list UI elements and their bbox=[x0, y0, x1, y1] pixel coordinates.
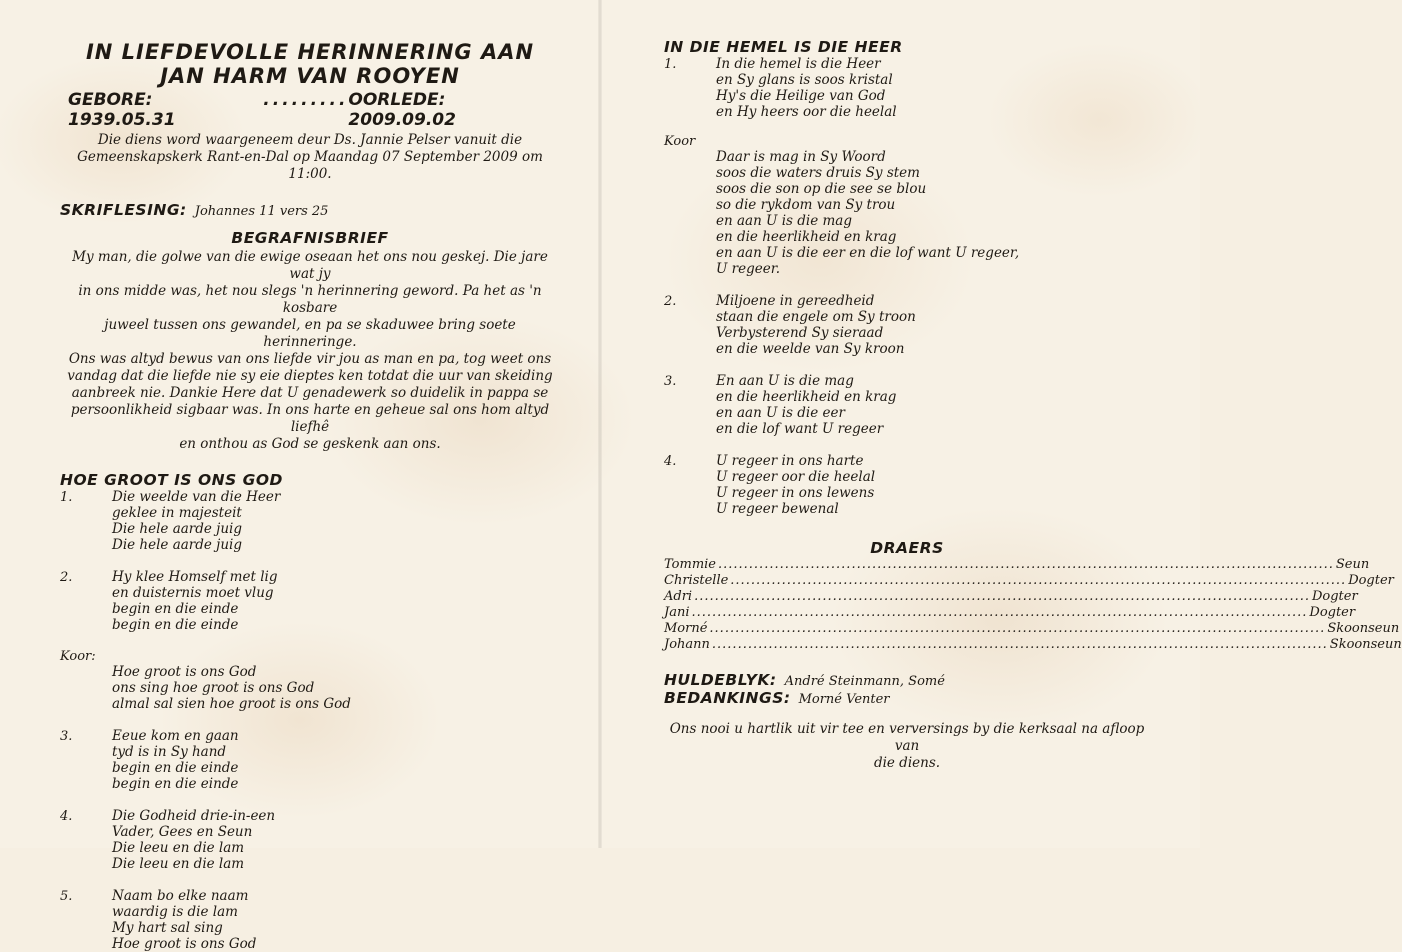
invite-line: die diens. bbox=[873, 755, 941, 771]
verse-line: Eeue kom en gaan bbox=[112, 728, 239, 744]
hymn-2-title: IN DIE HEMEL IS DIE HEER bbox=[664, 38, 903, 56]
verse-line: begin en die einde bbox=[112, 601, 239, 617]
verse-line: Die leeu en die lam bbox=[112, 856, 245, 872]
verse-line: En aan U is die mag bbox=[716, 373, 854, 389]
verse-line: en duisternis moet vlug bbox=[112, 585, 274, 601]
leader-dots: ........................................................................................................................ bbox=[694, 589, 1310, 604]
verse-number: 2. bbox=[664, 294, 677, 309]
thanks-label: BEDANKINGS: bbox=[664, 689, 791, 707]
verse-number: 1. bbox=[664, 57, 677, 72]
verse-number: 3. bbox=[664, 374, 677, 389]
scripture-label: SKRIFLESING: bbox=[60, 201, 187, 219]
verse-line: Miljoene in gereedheid bbox=[716, 293, 875, 309]
tribute-value: André Steinmann, Somé bbox=[784, 674, 945, 689]
verse-line: Hoe groot is ons God bbox=[112, 936, 257, 952]
verse-line: staan die engele om Sy troon bbox=[716, 309, 916, 325]
hymn-2 bbox=[664, 38, 1150, 517]
verse-number: 3. bbox=[60, 729, 73, 744]
hymn-verse bbox=[60, 728, 560, 792]
letter-line: vandag dat die liefde nie sy eie dieptes ken totdat die uur van skeiding bbox=[67, 368, 553, 384]
verse-line: en Hy heers oor die heelal bbox=[716, 104, 897, 120]
verse-line: Die Godheid drie-in-een bbox=[112, 808, 276, 824]
bearer-relation: Skoonseun bbox=[1327, 621, 1400, 636]
verse-line: U regeer bewenal bbox=[716, 501, 839, 517]
verse-line: begin en die einde bbox=[112, 776, 239, 792]
verse-line: en die weelde van Sy kroon bbox=[716, 341, 905, 357]
verse-line: My hart sal sing bbox=[112, 920, 223, 936]
verse-line: In die hemel is die Heer bbox=[716, 56, 881, 72]
verse-line: Die hele aarde juig bbox=[112, 521, 243, 537]
hymn-verse bbox=[60, 888, 560, 952]
verse-line: U regeer. bbox=[716, 261, 780, 277]
verse-line: en die heerlikheid en krag bbox=[716, 389, 897, 405]
bearer-relation: Dogter bbox=[1311, 589, 1358, 604]
page-fold bbox=[598, 0, 602, 848]
verse-line: Die leeu en die lam bbox=[112, 840, 245, 856]
bearer-row bbox=[664, 621, 1400, 637]
bearers-heading: DRAERS bbox=[870, 539, 944, 557]
letter-line: juweel tussen ons gewandel, en pa se skaduwee bring soete herinneringe. bbox=[104, 317, 516, 350]
title-line-1: IN LIEFDEVOLLE HERINNERING AAN bbox=[85, 40, 535, 64]
chorus-label: Koor: bbox=[60, 649, 96, 664]
bearer-row bbox=[664, 589, 1358, 605]
letter-line: Ons was altyd bewus van ons liefde vir jou as man en pa, tog weet ons bbox=[68, 351, 552, 367]
bearer-name: Morné bbox=[664, 621, 708, 636]
scripture-ref: Johannes 11 vers 25 bbox=[194, 204, 329, 219]
hymn-1 bbox=[60, 471, 560, 952]
service-info bbox=[60, 132, 560, 183]
verse-line: Die hele aarde juig bbox=[112, 537, 243, 553]
bearer-row bbox=[664, 637, 1402, 653]
verse-number: 1. bbox=[60, 490, 73, 505]
verse-line: U regeer in ons lewens bbox=[716, 485, 875, 501]
bearer-name: Johann bbox=[664, 637, 710, 652]
verse-line: en aan U is die mag bbox=[716, 213, 852, 229]
bearers-section bbox=[664, 539, 1402, 653]
died-date: OORLEDE: 2009.09.02 bbox=[348, 90, 456, 130]
verse-line: en die heerlikheid en krag bbox=[716, 229, 897, 245]
verse-line: Vader, Gees en Seun bbox=[112, 824, 253, 840]
verse-line: tyd is in Sy hand bbox=[112, 744, 227, 760]
bearer-name: Jani bbox=[664, 605, 690, 620]
hymn-verse bbox=[60, 808, 560, 872]
verse-line: U regeer in ons harte bbox=[716, 453, 864, 469]
leader-dots: ........................................................................................................................ bbox=[691, 605, 1308, 620]
verse-line: begin en die einde bbox=[112, 760, 239, 776]
bearer-name: Tommie bbox=[664, 557, 716, 572]
verse-line: en die lof want U regeer bbox=[716, 421, 884, 437]
verse-line: Hoe groot is ons God bbox=[112, 664, 257, 680]
hymn-verse bbox=[60, 489, 560, 553]
tribute-label: HULDEBLYK: bbox=[664, 671, 777, 689]
letter-line: in ons midde was, het nou slegs 'n herinnering geword. Pa het as 'n kosbare bbox=[78, 283, 542, 316]
verse-line: Naam bo elke naam bbox=[112, 888, 249, 904]
verse-line: en aan U is die eer bbox=[716, 405, 845, 421]
bearer-relation: Dogter bbox=[1309, 605, 1356, 620]
hymn-verse bbox=[60, 569, 560, 633]
bearer-row bbox=[664, 557, 1370, 573]
verse-line: en aan U is die eer en die lof want U regeer, bbox=[716, 245, 1020, 261]
born-date: GEBORE: 1939.05.31 bbox=[68, 90, 176, 130]
invite-line: Ons nooi u hartlik uit vir tee en verversings by die kerksaal na afloop van bbox=[669, 721, 1145, 754]
verse-line: soos die waters druis Sy stem bbox=[716, 165, 920, 181]
verse-number: 2. bbox=[60, 570, 73, 585]
right-page bbox=[664, 38, 1402, 772]
scripture-row bbox=[60, 201, 560, 219]
tribute-row bbox=[664, 671, 1150, 689]
verse-line: Hy's die Heilige van God bbox=[716, 88, 886, 104]
hymn-verse bbox=[664, 293, 1150, 357]
title-line-2: JAN HARM VAN ROOYEN bbox=[160, 64, 460, 88]
bearer-row bbox=[664, 605, 1356, 621]
verse-line: U regeer oor die heelal bbox=[716, 469, 876, 485]
dates-separator: ......... bbox=[263, 90, 349, 110]
dates-row bbox=[68, 90, 556, 130]
verse-line: begin en die einde bbox=[112, 617, 239, 633]
verse-line: ons sing hoe groot is ons God bbox=[112, 680, 315, 696]
verse-line: almal sal sien hoe groot is ons God bbox=[112, 696, 351, 712]
verse-line: geklee in majesteit bbox=[112, 505, 242, 521]
bearer-relation: Seun bbox=[1335, 557, 1370, 572]
verse-line: Die weelde van die Heer bbox=[112, 489, 281, 505]
hymn-verse bbox=[664, 56, 1150, 120]
letter-line: persoonlikheid sigbaar was. In ons harte en geheue sal ons hom altyd liefhê bbox=[70, 402, 550, 435]
verse-number: 5. bbox=[60, 889, 73, 904]
verse-number: 4. bbox=[664, 454, 677, 469]
invitation bbox=[664, 721, 1150, 772]
bearer-name: Christelle bbox=[664, 573, 729, 588]
thanks-row bbox=[664, 689, 1150, 707]
letter-body bbox=[60, 249, 560, 453]
bearer-row bbox=[664, 573, 1394, 589]
letter-line: aanbreek nie. Dankie Here dat U genadewerk so duidelik in pappa se bbox=[71, 385, 549, 401]
leader-dots: ........................................................................................................................ bbox=[709, 621, 1326, 636]
chorus-label: Koor bbox=[664, 134, 696, 149]
funeral-letter bbox=[60, 229, 560, 453]
leader-dots: ........................................................................................................................ bbox=[730, 573, 1347, 588]
verse-line: Hy klee Homself met lig bbox=[112, 569, 278, 585]
verse-line: so die rykdom van Sy trou bbox=[716, 197, 896, 213]
hymn-chorus bbox=[664, 134, 1150, 277]
service-line: Gemeenskapskerk Rant-en-Dal op Maandag 07 September 2009 om 11:00. bbox=[77, 149, 543, 182]
hymn-verse bbox=[664, 453, 1150, 517]
hymn-1-title: HOE GROOT IS ONS GOD bbox=[60, 471, 283, 489]
bearer-relation: Skoonseun bbox=[1329, 637, 1402, 652]
hymn-verse bbox=[664, 373, 1150, 437]
bearer-name: Adri bbox=[664, 589, 693, 604]
leader-dots: ........................................................................................................................ bbox=[718, 557, 1334, 572]
letter-line: My man, die golwe van die ewige oseaan het ons nou geskej. Die jare wat jy bbox=[72, 249, 548, 282]
letter-heading: BEGRAFNISBRIEF bbox=[231, 229, 389, 247]
tributes bbox=[664, 671, 1150, 707]
verse-line: Daar is mag in Sy Woord bbox=[716, 149, 886, 165]
service-line: Die diens word waargeneem deur Ds. Jannie Pelser vanuit die bbox=[97, 132, 523, 148]
leader-dots: ........................................................................................................................ bbox=[711, 637, 1328, 652]
bearer-relation: Dogter bbox=[1348, 573, 1394, 588]
verse-line: Verbysterend Sy sieraad bbox=[716, 325, 884, 341]
verse-line: soos die son op die see se blou bbox=[716, 181, 927, 197]
letter-line: en onthou as God se geskenk aan ons. bbox=[179, 436, 441, 452]
hymn-chorus bbox=[60, 649, 560, 712]
left-page bbox=[60, 40, 560, 952]
verse-number: 4. bbox=[60, 809, 73, 824]
verse-line: waardig is die lam bbox=[112, 904, 238, 920]
verse-line: en Sy glans is soos kristal bbox=[716, 72, 893, 88]
thanks-value: Morné Venter bbox=[798, 692, 890, 707]
